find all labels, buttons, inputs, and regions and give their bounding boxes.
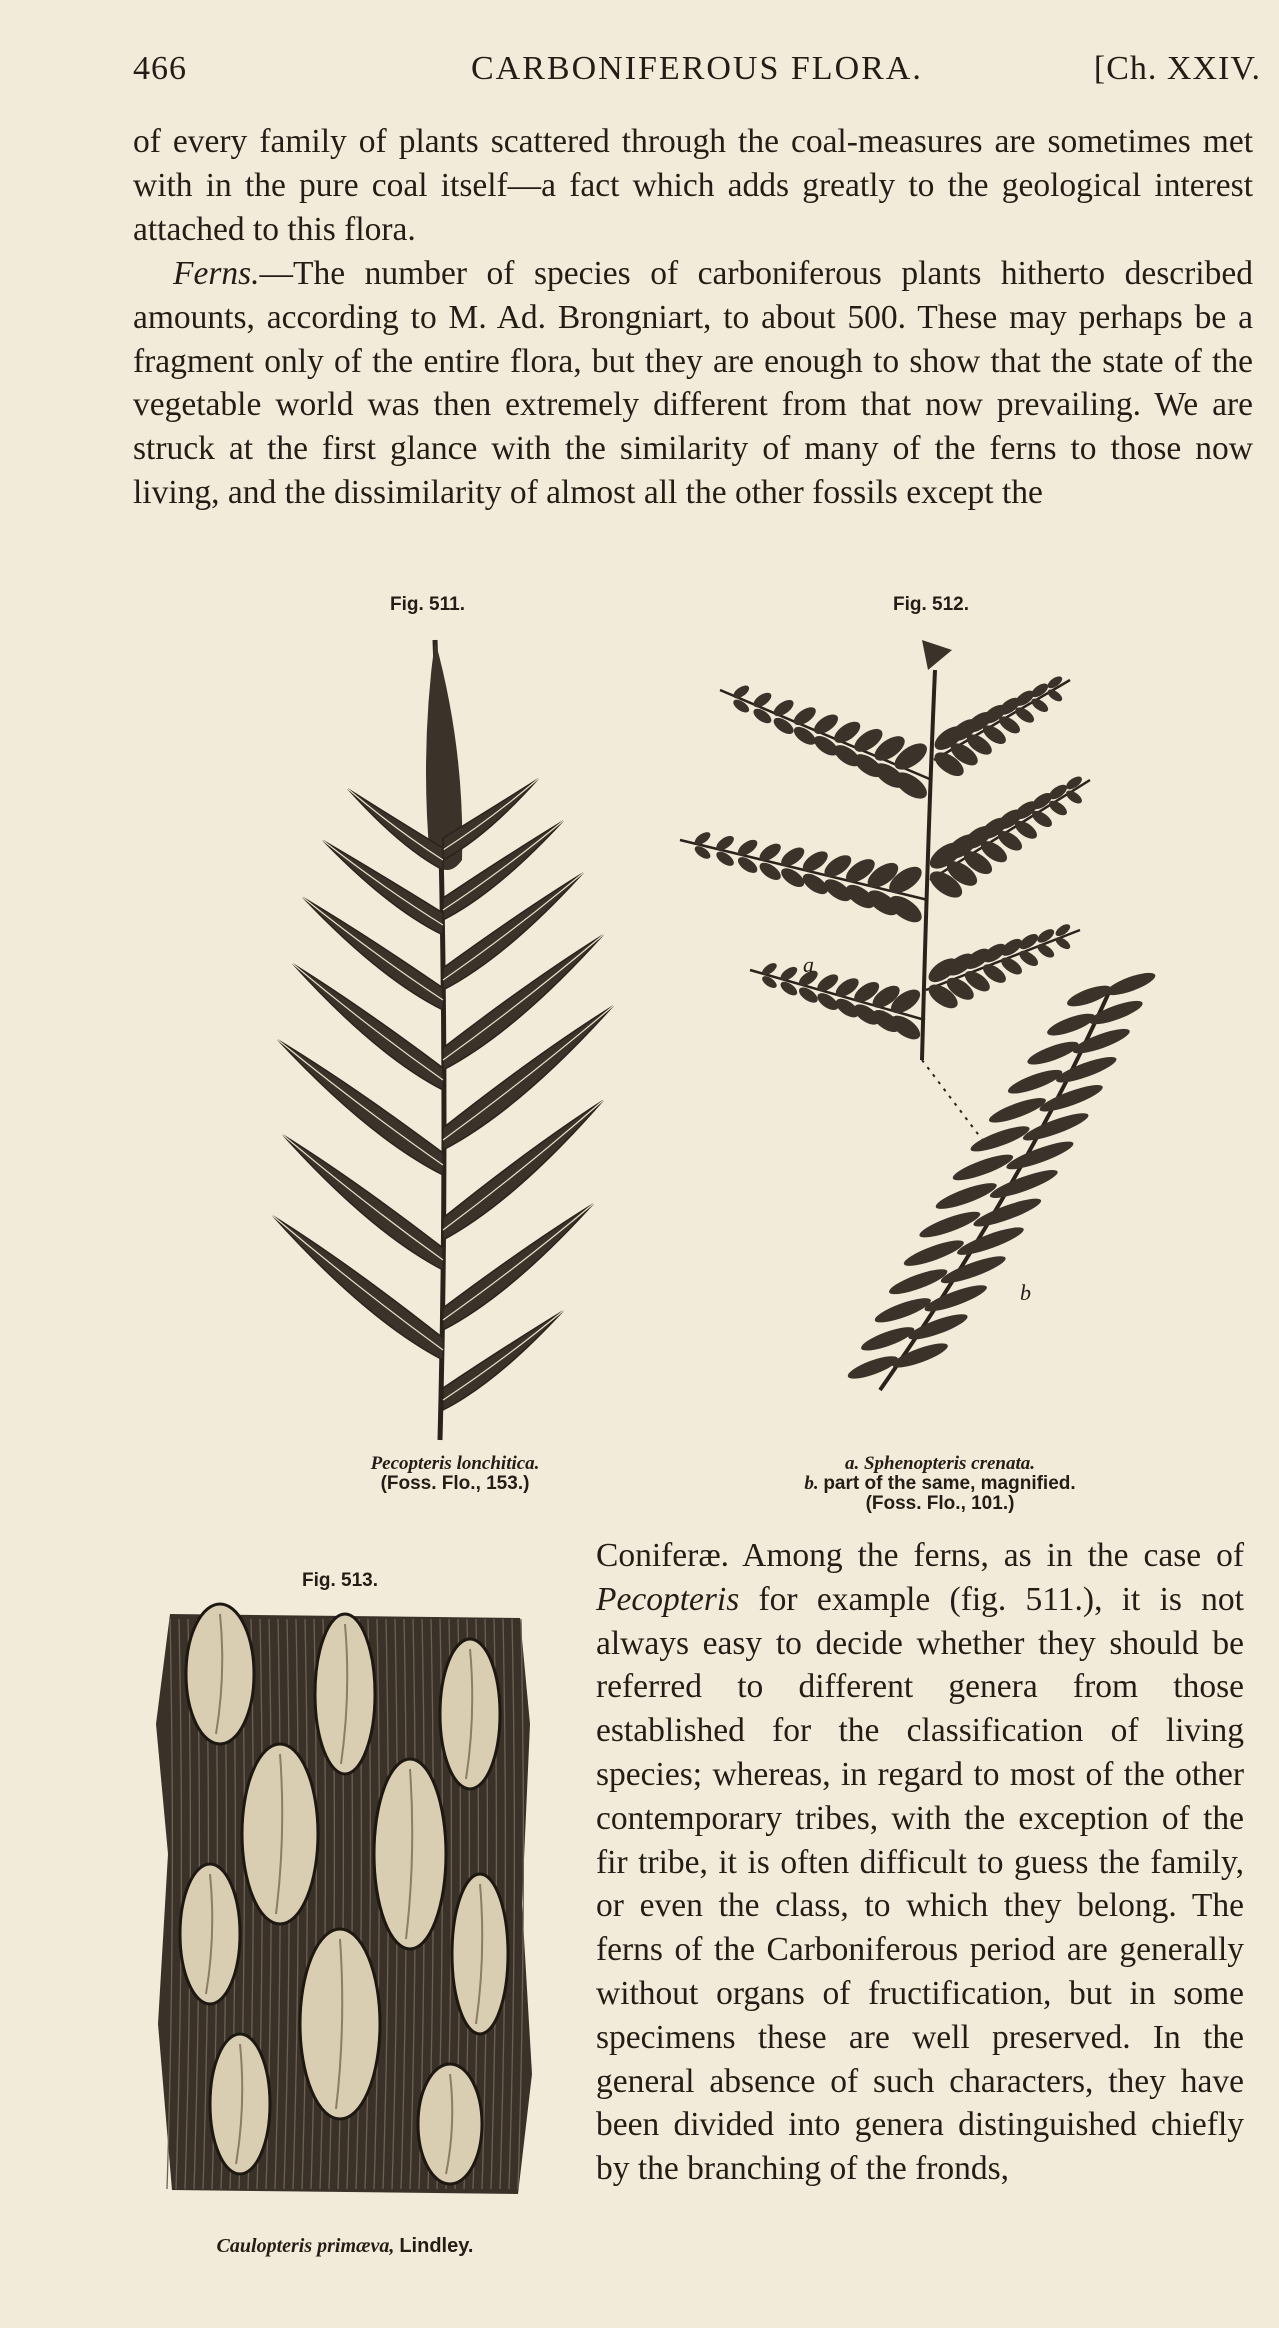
magnified-leaflet [950,1150,1015,1185]
magnified-leaflet [987,1093,1049,1127]
magnified-leaflet [1006,1065,1065,1098]
fig-512-caption-a [740,1454,1140,1474]
magnified-leaflet [922,1280,989,1316]
magnified-leaflet [1104,969,1158,1000]
magnified-leaflet [1054,1052,1119,1087]
fig-512-caption-a-species: Sphenopteris crenata. [863,1453,1036,1474]
fig-512-caption [740,1454,1140,1514]
fig-513-label: Fig. 513. [302,1570,379,1591]
magnified-leaflet [1004,1137,1076,1175]
fig-513-caption [150,2236,540,2256]
magnified-leaflet [1025,1037,1081,1069]
magnified-leaflet [1037,1080,1105,1116]
fig-511-label: Fig. 511. [390,594,465,615]
fig-512-caption-a-letter: a. [844,1453,860,1474]
fig-512-caption-b-letter: b. [804,1473,819,1494]
magnified-leaflet [906,1310,970,1345]
fig-511-reference: (Foss. Flo., 153.) [380,1473,530,1494]
running-head [133,50,1261,100]
ferns-text: —The number of species of carboniferous plants hitherto described amounts, according to M. Ad. Brongniart, to about 500. These may perhaps be a fragment only of the entire flora, but they are enough to show that the state of the vegetable world was then extremely different from that now prevailing. We are struck at the first glance with the similarity of many of the ferns to those now living, and the dissimilarity of almost all the other fossils except the [133,255,1253,511]
magnify-pointer [922,1060,990,1150]
fig-513-species: Caulopteris primæva, [216,2235,395,2257]
magnified-leaflet [1021,1108,1091,1145]
fig-512-letter-b: b [1020,1280,1031,1305]
coniferae-paragraph [596,1534,1244,2191]
leaf-scar [374,1759,446,1949]
leaf-scar [300,1929,380,2119]
fig-512-fern-illustration [660,630,1120,1410]
coniferae-text-rest: for example (fig. 511.), it is not always easy to decide whether they should be referred to different genera from those established for the classification of living species; whereas, in regard to most of the other contemporary tribes, with the exception of the fir tribe, it is often difficult to guess the family, or even the class, to which they belong. The ferns of the Carboniferous period are generally without organs of fructification, but in some specimens these are well preserved. In the general absence of such characters, they have been divided into genera distinguished chiefly by the branching of the fronds, [596,1580,1244,2188]
magnified-leaflet [1087,996,1145,1028]
fig-511-fern-illustration [280,630,640,1450]
leaf-scar [315,1614,375,1774]
magnified-leaflet [968,1122,1032,1157]
paragraph-1: of every family of plants scattered through the coal-measures are sometimes met with in the pure coal itself—a fact which adds greatly to the geological interest attached to this flora. [133,123,1253,248]
magnified-leaflet [933,1178,999,1213]
magnified-leaflet [939,1251,1008,1288]
branch-tip [922,640,952,670]
magnified-leaflet [890,1339,950,1372]
magnified-leaflet [988,1165,1060,1203]
fig-511-caption [320,1454,590,1494]
ferns-heading: Ferns. [173,255,260,292]
pecopteris-genus: Pecopteris [596,1580,740,1618]
fig-513-trunk-illustration [150,1604,550,2204]
fig-513-author: Lindley. [399,2235,474,2257]
magnified-leaflet [971,1194,1043,1232]
chapter-reference: [Ch. XXIV. [1093,50,1261,87]
magnified-leaflet [955,1222,1026,1259]
fig-512-reference: (Foss. Flo., 101.) [865,1493,1015,1514]
fig-511-species: Pecopteris lonchitica. [370,1453,540,1474]
leaf-scar [440,1639,500,1789]
magnified-leaflet [846,1352,901,1383]
magnified-leaflet [887,1265,950,1299]
magnified-leaflet [917,1207,983,1242]
leaf-scar [452,1874,508,2034]
coniferae-text-start: Coniferæ. Among the ferns, as in the case of [596,1537,1244,1574]
fig-512-label: Fig. 512. [893,594,970,615]
magnified-leaflet [902,1236,967,1271]
magnified-leaflet [1071,1024,1132,1058]
paragraph-ferns [133,252,1253,515]
leaf-scar [242,1744,318,1924]
running-title: CARBONIFEROUS FLORA. [471,50,923,87]
fig-512-caption-b-text: part of the same, magnified. [823,1473,1076,1494]
fig-512-letter-a: a [803,952,814,977]
page-number: 466 [133,50,187,87]
fig-512-caption-b [740,1474,1140,1494]
